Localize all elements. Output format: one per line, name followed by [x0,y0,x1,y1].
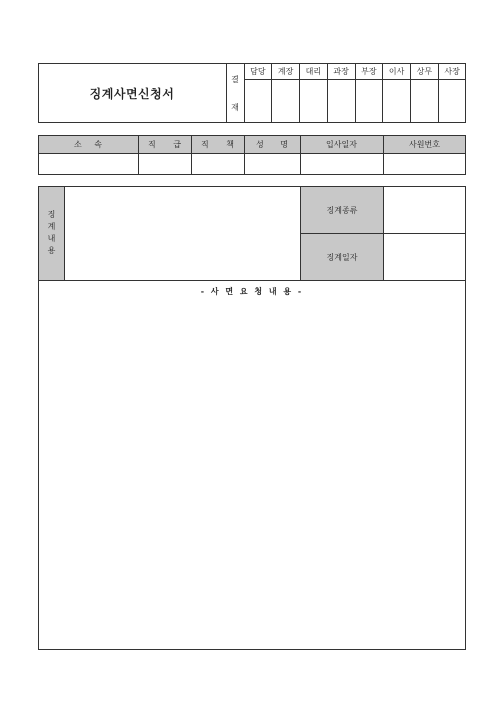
discipline-content-label: 징계내용 [47,209,56,258]
approval-role-director: 이사 [388,66,405,76]
request-heading: - 사 면 요 청 내 용 - [200,286,304,296]
header-employee-number: 사원번호 [409,140,440,149]
approval-role-dept-head: 부장 [361,66,377,76]
discipline-type-label: 징계종류 [326,205,358,215]
approval-label-top: 결 [231,74,239,84]
approval-sign-chief[interactable] [272,80,299,122]
header-position: 직 책 [201,140,234,149]
header-hire-date: 입사일자 [326,140,357,149]
approval-role-chief: 계장 [277,66,294,76]
hire-date-field[interactable] [301,155,383,174]
discipline-date-field[interactable] [384,234,465,280]
discipline-type-field[interactable] [384,187,465,233]
approval-label-bottom: 재 [231,102,239,112]
rank-field[interactable] [139,155,191,174]
approval-sign-director[interactable] [383,80,410,122]
header-rank: 직 급 [148,140,181,149]
form-title: 징계사면신청서 [89,86,175,101]
position-field[interactable] [192,155,244,174]
discipline-content-field[interactable] [65,187,300,280]
approval-sign-president[interactable] [439,80,465,122]
employee-number-field[interactable] [384,155,465,174]
approval-sign-deputy[interactable] [300,80,327,122]
header-name: 성 명 [256,140,288,149]
affiliation-field[interactable] [39,155,138,174]
header-affiliation: 소 속 [74,140,102,149]
approval-sign-managing-director[interactable] [411,80,438,122]
approval-role-president: 사장 [444,66,460,76]
approval-sign-section-head[interactable] [328,80,355,122]
request-content-field[interactable] [39,300,465,649]
approval-role-staff: 담당 [250,66,266,76]
approval-role-deputy: 대리 [305,66,322,76]
approval-role-managing-director: 상무 [416,66,433,76]
name-field[interactable] [245,155,300,174]
approval-sign-dept-head[interactable] [356,80,382,122]
approval-role-section-head: 과장 [333,66,349,76]
discipline-date-label: 징계일자 [326,252,358,262]
approval-sign-staff[interactable] [245,80,271,122]
